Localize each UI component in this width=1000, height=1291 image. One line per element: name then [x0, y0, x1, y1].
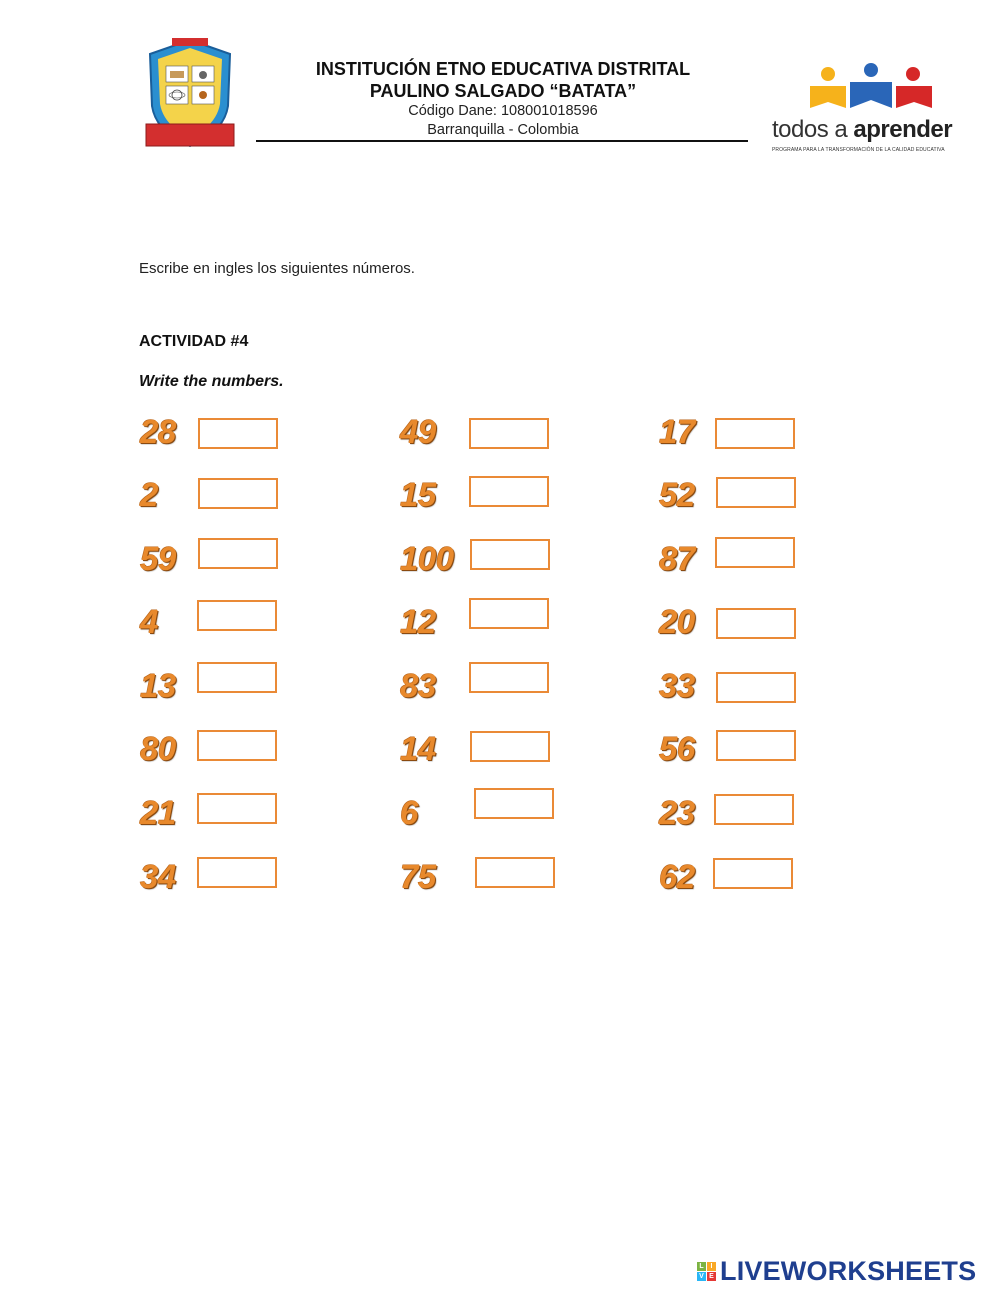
number-label: 52 — [659, 476, 695, 513]
answer-input[interactable] — [197, 600, 277, 631]
logo-wordmark — [772, 116, 952, 144]
answer-input[interactable] — [469, 418, 549, 449]
answer-input[interactable] — [470, 539, 550, 570]
number-label: 14 — [400, 730, 436, 767]
number-label: 23 — [659, 794, 695, 831]
liveworksheets-wordmark: LIVEWORKSHEETS — [720, 1255, 977, 1286]
answer-input[interactable] — [475, 857, 555, 888]
answer-input[interactable] — [469, 662, 549, 693]
logo-tagline: PROGRAMA PARA LA TRANSFORMACIÓN DE LA CALIDAD EDUCATIVA — [772, 147, 945, 153]
number-label: 59 — [140, 540, 176, 577]
logo-word-plain: todos a — [772, 116, 854, 143]
answer-input[interactable] — [198, 418, 278, 449]
answer-input[interactable] — [197, 662, 277, 693]
answer-input[interactable] — [715, 537, 795, 568]
answer-input[interactable] — [716, 672, 796, 703]
answer-input[interactable] — [469, 476, 549, 507]
dane-code: Código Dane: 108001018596 — [408, 103, 598, 119]
number-label: 15 — [400, 476, 436, 513]
liveworksheets-icon: L I V E — [697, 1262, 716, 1281]
city-country: Barranquilla - Colombia — [427, 122, 579, 138]
number-label: 75 — [400, 858, 436, 895]
number-label: 80 — [140, 730, 176, 767]
number-label: 13 — [140, 667, 176, 704]
answer-input[interactable] — [469, 598, 549, 629]
number-label: 83 — [400, 667, 436, 704]
answer-input[interactable] — [715, 418, 795, 449]
number-label: 17 — [659, 413, 695, 450]
answer-input[interactable] — [716, 730, 796, 761]
number-label: 21 — [140, 794, 176, 831]
answer-input[interactable] — [197, 793, 277, 824]
logo-word-bold: aprender — [853, 116, 953, 143]
number-label: 20 — [659, 603, 695, 640]
answer-input[interactable] — [470, 731, 550, 762]
number-label: 6 — [400, 794, 418, 831]
institution-name-line2: PAULINO SALGADO “BATATA” — [369, 81, 637, 101]
institution-name-line1: INSTITUCIÓN ETNO EDUCATIVA DISTRITAL — [315, 59, 691, 79]
number-label: 28 — [140, 413, 176, 450]
number-label: 12 — [400, 603, 436, 640]
number-label: 56 — [659, 730, 695, 767]
answer-input[interactable] — [198, 478, 278, 509]
activity-title: ACTIVIDAD #4 — [139, 333, 249, 350]
activity-subtitle: Write the numbers. — [139, 373, 284, 390]
number-label: 33 — [659, 667, 695, 704]
number-label: 34 — [140, 858, 176, 895]
answer-input[interactable] — [197, 857, 277, 888]
answer-input[interactable] — [713, 858, 793, 889]
liveworksheets-brand — [697, 1256, 976, 1286]
number-label: 4 — [140, 603, 158, 640]
header-divider — [256, 140, 748, 142]
number-label: 2 — [140, 476, 158, 513]
institution-header — [258, 58, 748, 140]
number-label: 87 — [659, 540, 695, 577]
instruction-text: Escribe en ingles los siguientes números. — [139, 260, 415, 277]
answer-input[interactable] — [714, 794, 794, 825]
answer-input[interactable] — [474, 788, 554, 819]
answer-input[interactable] — [716, 477, 796, 508]
school-crest-logo — [142, 36, 238, 156]
number-label: 100 — [400, 540, 454, 577]
answer-input[interactable] — [716, 608, 796, 639]
number-label: 62 — [659, 858, 695, 895]
answer-input[interactable] — [198, 538, 278, 569]
number-label: 49 — [400, 413, 436, 450]
answer-input[interactable] — [197, 730, 277, 761]
